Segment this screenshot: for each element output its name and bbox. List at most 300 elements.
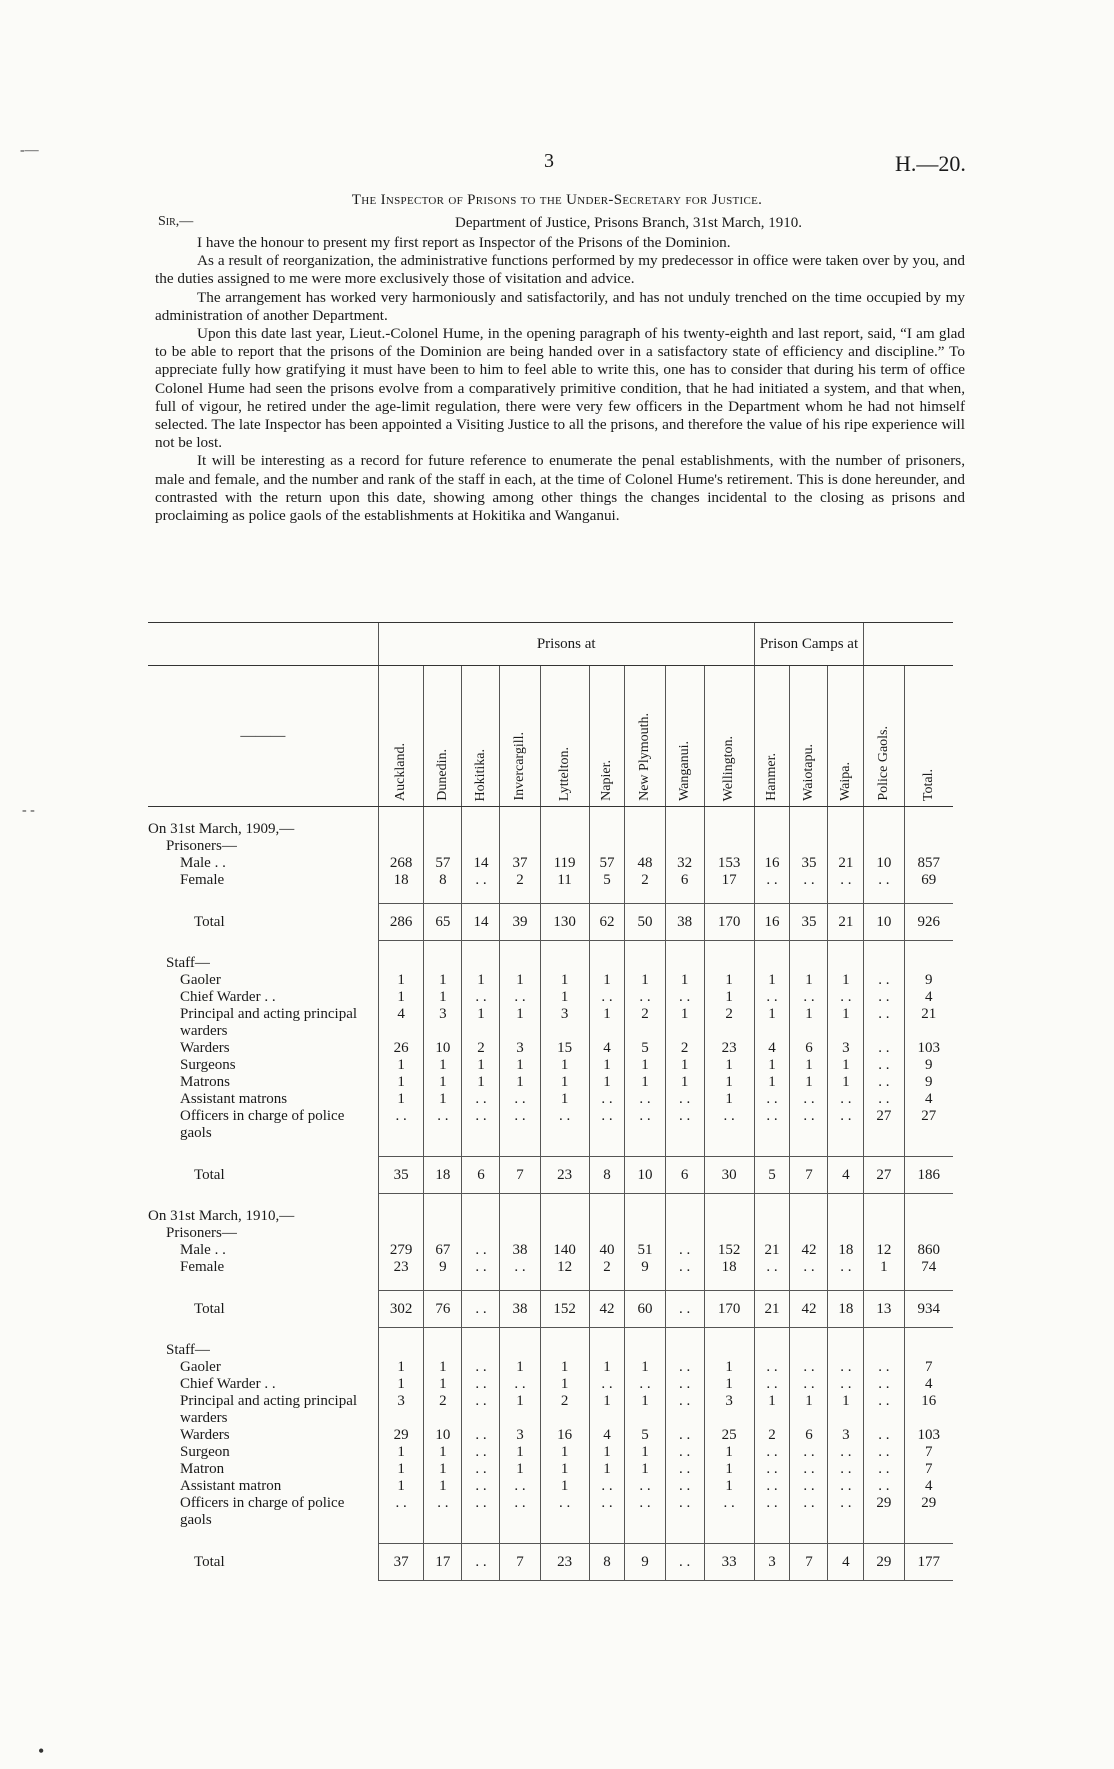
column-header-label: Waipa. bbox=[837, 762, 853, 801]
table-cell: . . bbox=[462, 1376, 500, 1393]
table-cell bbox=[589, 1276, 625, 1291]
dateline: Department of Justice, Prisons Branch, 31st March, 1910. bbox=[455, 215, 803, 231]
table-cell: . . bbox=[828, 1478, 864, 1495]
table-cell: 1 bbox=[589, 1393, 625, 1427]
table-cell bbox=[462, 1328, 500, 1343]
table-cell: 3 bbox=[828, 1427, 864, 1444]
table-cell: 1 bbox=[424, 1444, 462, 1461]
spacer-row bbox=[148, 1276, 953, 1291]
column-header bbox=[462, 666, 500, 807]
table-cell: 18 bbox=[704, 1259, 754, 1276]
table-cell bbox=[754, 1328, 790, 1343]
table-cell bbox=[625, 1194, 665, 1209]
table-cell: . . bbox=[828, 1091, 864, 1108]
column-header-label: Auckland. bbox=[393, 743, 409, 801]
table-cell: 1 bbox=[378, 1057, 424, 1074]
table-cell: 1 bbox=[665, 1006, 704, 1040]
table-cell: . . bbox=[864, 1478, 904, 1495]
table-cell: . . bbox=[589, 989, 625, 1006]
table-cell bbox=[500, 821, 540, 838]
table-cell bbox=[424, 838, 462, 855]
table-cell: 1 bbox=[828, 1074, 864, 1091]
table-group-header-row bbox=[148, 623, 953, 666]
table-cell: 9 bbox=[904, 1057, 953, 1074]
table-cell bbox=[754, 1342, 790, 1359]
table-cell: . . bbox=[462, 1478, 500, 1495]
table-cell bbox=[864, 941, 904, 956]
table-cell bbox=[500, 1142, 540, 1157]
spacer-row-label bbox=[148, 1142, 378, 1157]
table-cell: . . bbox=[828, 1444, 864, 1461]
table-cell bbox=[378, 1208, 424, 1225]
table-cell bbox=[462, 1276, 500, 1291]
prisoners-total-row bbox=[148, 904, 953, 941]
table-cell: 9 bbox=[625, 1259, 665, 1276]
table-cell: 1 bbox=[540, 1091, 589, 1108]
table-cell: 1 bbox=[589, 1359, 625, 1376]
table-cell: 1 bbox=[500, 1461, 540, 1478]
table-cell: . . bbox=[500, 1478, 540, 1495]
table-cell: 1 bbox=[828, 1393, 864, 1427]
table-cell bbox=[378, 1328, 424, 1343]
table-cell: . . bbox=[864, 1393, 904, 1427]
table-cell: 934 bbox=[904, 1291, 953, 1328]
table-cell bbox=[540, 1142, 589, 1157]
table-cell: 1 bbox=[378, 1461, 424, 1478]
table-cell: 1 bbox=[704, 1057, 754, 1074]
table-cell bbox=[790, 1142, 828, 1157]
group-header-camps: Prison Camps at bbox=[754, 623, 864, 666]
column-header bbox=[704, 666, 754, 807]
paragraph-3: The arrangement has worked very harmoniously and satisfactorily, and has not unduly trenched on the time occupied by my administration of another Department. bbox=[155, 288, 965, 324]
staff-row bbox=[148, 1376, 953, 1393]
table-cell bbox=[378, 821, 424, 838]
table-cell: 4 bbox=[904, 1478, 953, 1495]
table-cell bbox=[625, 1276, 665, 1291]
spacer-row-label bbox=[148, 1529, 378, 1544]
staff-heading-row bbox=[148, 1342, 953, 1359]
table-cell bbox=[665, 821, 704, 838]
table-cell: 4 bbox=[904, 1091, 953, 1108]
table-cell bbox=[904, 1529, 953, 1544]
table-cell: . . bbox=[625, 1091, 665, 1108]
staff-row-label: Gaoler bbox=[180, 972, 221, 988]
table-cell: . . bbox=[462, 1444, 500, 1461]
table-cell bbox=[904, 1328, 953, 1343]
table-cell: . . bbox=[864, 1040, 904, 1057]
table-cell: 65 bbox=[424, 904, 462, 941]
table-cell: 1 bbox=[704, 1091, 754, 1108]
table-body bbox=[148, 807, 953, 1581]
table-cell: 16 bbox=[540, 1427, 589, 1444]
table-cell bbox=[500, 838, 540, 855]
table-cell: 1 bbox=[704, 1359, 754, 1376]
table-cell: 7 bbox=[790, 1157, 828, 1194]
table-cell bbox=[540, 1208, 589, 1225]
table-cell: 1 bbox=[704, 1444, 754, 1461]
table-cell: . . bbox=[754, 1478, 790, 1495]
table-cell: . . bbox=[754, 1359, 790, 1376]
table-cell: 860 bbox=[904, 1242, 953, 1259]
table-cell: . . bbox=[665, 1444, 704, 1461]
table-cell: 29 bbox=[864, 1544, 904, 1581]
table-cell bbox=[589, 1342, 625, 1359]
prisoners-row bbox=[148, 855, 953, 872]
table-cell: . . bbox=[625, 1478, 665, 1495]
table-cell: 1 bbox=[704, 1461, 754, 1478]
table-cell bbox=[864, 1225, 904, 1242]
table-cell: 35 bbox=[378, 1157, 424, 1194]
table-cell: 1 bbox=[424, 989, 462, 1006]
table-cell: 11 bbox=[540, 872, 589, 889]
table-cell: 3 bbox=[754, 1544, 790, 1581]
table-cell: . . bbox=[462, 1091, 500, 1108]
section-heading-row-label: On 31st March, 1910,— bbox=[148, 1208, 295, 1224]
table-cell: 18 bbox=[828, 1291, 864, 1328]
table-cell bbox=[704, 1225, 754, 1242]
table-cell: 30 bbox=[704, 1157, 754, 1194]
table-cell: . . bbox=[864, 1006, 904, 1040]
table-cell: 153 bbox=[704, 855, 754, 872]
table-cell: 1 bbox=[790, 1074, 828, 1091]
table-cell: 10 bbox=[864, 855, 904, 872]
table-cell: . . bbox=[754, 1495, 790, 1529]
table-cell: 1 bbox=[665, 1057, 704, 1074]
table-cell: . . bbox=[462, 989, 500, 1006]
staff-row bbox=[148, 989, 953, 1006]
table-cell bbox=[754, 838, 790, 855]
staff-row-label: Assistant matrons bbox=[180, 1091, 288, 1107]
table-cell bbox=[828, 1194, 864, 1209]
table-cell: 14 bbox=[462, 855, 500, 872]
table-cell: 7 bbox=[904, 1359, 953, 1376]
table-cell: . . bbox=[462, 1108, 500, 1142]
prisoners-row-label: Female bbox=[180, 872, 225, 888]
column-header-label: Total. bbox=[920, 768, 936, 801]
prisoners-heading-row bbox=[148, 1225, 953, 1242]
table-cell: 23 bbox=[704, 1040, 754, 1057]
table-cell: 23 bbox=[540, 1157, 589, 1194]
table-cell bbox=[704, 1142, 754, 1157]
table-cell: 1 bbox=[462, 972, 500, 989]
table-cell bbox=[790, 807, 828, 822]
table-cell bbox=[540, 1194, 589, 1209]
table-cell: . . bbox=[500, 1108, 540, 1142]
prisoners-heading-row-label: Prisoners— bbox=[166, 1225, 237, 1241]
table-cell: 1 bbox=[500, 1057, 540, 1074]
report-body bbox=[155, 234, 965, 525]
table-cell: 2 bbox=[500, 872, 540, 889]
staff-row bbox=[148, 1461, 953, 1478]
staff-row-label: Surgeon bbox=[180, 1444, 230, 1460]
table-cell bbox=[625, 807, 665, 822]
margin-dot: • bbox=[38, 1741, 45, 1761]
table-cell: 25 bbox=[704, 1427, 754, 1444]
table-cell: 2 bbox=[424, 1393, 462, 1427]
table-cell bbox=[378, 889, 424, 904]
table-cell: 4 bbox=[589, 1040, 625, 1057]
table-cell bbox=[790, 1276, 828, 1291]
table-cell: 3 bbox=[378, 1393, 424, 1427]
table-cell: . . bbox=[864, 1057, 904, 1074]
staff-row bbox=[148, 1495, 953, 1529]
table-cell bbox=[828, 838, 864, 855]
table-cell: . . bbox=[665, 1478, 704, 1495]
table-cell bbox=[828, 807, 864, 822]
table-cell: 38 bbox=[500, 1291, 540, 1328]
table-cell bbox=[754, 1142, 790, 1157]
table-cell bbox=[904, 955, 953, 972]
table-cell bbox=[665, 941, 704, 956]
table-cell bbox=[754, 1276, 790, 1291]
table-cell bbox=[589, 821, 625, 838]
table-cell: . . bbox=[500, 1495, 540, 1529]
table-cell bbox=[828, 1529, 864, 1544]
table-cell: . . bbox=[864, 1427, 904, 1444]
table-cell: 37 bbox=[500, 855, 540, 872]
table-cell bbox=[424, 889, 462, 904]
table-cell bbox=[754, 889, 790, 904]
table-cell bbox=[704, 1529, 754, 1544]
table-cell: 1 bbox=[424, 1074, 462, 1091]
column-header-label: Waiotapu. bbox=[800, 744, 816, 801]
margin-mark-left: ‐ ‐ bbox=[22, 803, 35, 818]
report-heading: The Inspector of Prisons to the Under-Secretary for Justice. bbox=[351, 192, 763, 208]
table-cell: 74 bbox=[904, 1259, 953, 1276]
table-cell: 286 bbox=[378, 904, 424, 941]
table-cell bbox=[754, 807, 790, 822]
table-cell: 15 bbox=[540, 1040, 589, 1057]
table-cell bbox=[665, 1276, 704, 1291]
table-cell bbox=[378, 1194, 424, 1209]
table-cell: 1 bbox=[378, 1444, 424, 1461]
table-cell: . . bbox=[754, 1091, 790, 1108]
table-cell: 1 bbox=[540, 1461, 589, 1478]
table-cell: 1 bbox=[665, 972, 704, 989]
spacer-row bbox=[148, 1328, 953, 1343]
table-cell: 1 bbox=[424, 1359, 462, 1376]
table-cell: . . bbox=[462, 1359, 500, 1376]
staff-row bbox=[148, 1108, 953, 1142]
table-cell: . . bbox=[828, 872, 864, 889]
table-cell: 119 bbox=[540, 855, 589, 872]
staff-row-label: Matrons bbox=[180, 1074, 230, 1090]
spacer-row-label bbox=[148, 1328, 378, 1343]
table-cell: . . bbox=[424, 1495, 462, 1529]
table-cell: 1 bbox=[625, 1057, 665, 1074]
table-cell: 2 bbox=[665, 1040, 704, 1057]
table-cell bbox=[665, 889, 704, 904]
table-cell: . . bbox=[589, 1376, 625, 1393]
table-cell: . . bbox=[462, 1427, 500, 1444]
table-cell bbox=[625, 889, 665, 904]
table-cell bbox=[754, 1194, 790, 1209]
table-cell bbox=[378, 1276, 424, 1291]
table-cell: 29 bbox=[904, 1495, 953, 1529]
table-cell: 7 bbox=[500, 1544, 540, 1581]
table-cell: 1 bbox=[754, 1006, 790, 1040]
table-cell bbox=[864, 1142, 904, 1157]
staff-row bbox=[148, 1040, 953, 1057]
table-cell: 10 bbox=[625, 1157, 665, 1194]
table-cell: 1 bbox=[462, 1074, 500, 1091]
table-cell: . . bbox=[424, 1108, 462, 1142]
prisoners-total-row-label: Total bbox=[194, 913, 225, 930]
table-cell: 7 bbox=[500, 1157, 540, 1194]
column-header bbox=[378, 666, 424, 807]
column-header bbox=[754, 666, 790, 807]
table-cell: . . bbox=[462, 1242, 500, 1259]
table-cell bbox=[540, 1225, 589, 1242]
table-cell: 23 bbox=[540, 1544, 589, 1581]
table-cell: 1 bbox=[625, 1393, 665, 1427]
table-cell bbox=[790, 1529, 828, 1544]
table-cell: . . bbox=[462, 1461, 500, 1478]
table-cell bbox=[462, 1194, 500, 1209]
table-cell: 16 bbox=[754, 904, 790, 941]
table-cell: . . bbox=[828, 1376, 864, 1393]
table-cell: 1 bbox=[500, 1074, 540, 1091]
table-cell bbox=[828, 1342, 864, 1359]
table-cell bbox=[424, 1142, 462, 1157]
table-cell: 2 bbox=[625, 1006, 665, 1040]
table-cell: . . bbox=[790, 1376, 828, 1393]
staff-row-label: Officers in charge of police gaols bbox=[180, 1495, 345, 1528]
staff-row bbox=[148, 1444, 953, 1461]
table-cell: . . bbox=[625, 1108, 665, 1142]
table-cell: 1 bbox=[540, 1057, 589, 1074]
paragraph-2: As a result of reorganization, the administrative functions performed by my predecessor in office were taken over by you, and the duties assigned to me were more exclusively those of visitation and advice. bbox=[155, 252, 965, 288]
column-header bbox=[500, 666, 540, 807]
table-cell: . . bbox=[790, 989, 828, 1006]
table-cell: . . bbox=[864, 1461, 904, 1478]
table-cell: 10 bbox=[424, 1427, 462, 1444]
staff-row-label: Principal and acting principal warders bbox=[180, 1006, 358, 1039]
table-cell: 8 bbox=[589, 1544, 625, 1581]
staff-row bbox=[148, 1427, 953, 1444]
table-cell bbox=[589, 941, 625, 956]
column-header bbox=[790, 666, 828, 807]
table-cell: 1 bbox=[378, 989, 424, 1006]
table-cell: 130 bbox=[540, 904, 589, 941]
table-cell: . . bbox=[754, 1444, 790, 1461]
table-cell: 32 bbox=[665, 855, 704, 872]
staff-total-row-label: Total bbox=[194, 1553, 225, 1570]
prisoners-heading-row bbox=[148, 838, 953, 855]
group-header-prisons: Prisons at bbox=[378, 623, 754, 666]
table-cell bbox=[864, 838, 904, 855]
table-cell: . . bbox=[828, 1461, 864, 1478]
staff-heading-row bbox=[148, 955, 953, 972]
table-cell bbox=[754, 821, 790, 838]
table-cell bbox=[790, 941, 828, 956]
table-cell: 1 bbox=[540, 1444, 589, 1461]
table-cell bbox=[828, 1225, 864, 1242]
salutation: Sir,— bbox=[158, 214, 194, 229]
table-cell bbox=[625, 1208, 665, 1225]
table-cell: 10 bbox=[424, 1040, 462, 1057]
table-cell bbox=[704, 1208, 754, 1225]
table-cell bbox=[704, 955, 754, 972]
table-cell: . . bbox=[462, 1495, 500, 1529]
table-cell: . . bbox=[665, 1393, 704, 1427]
table-cell: 1 bbox=[378, 1478, 424, 1495]
staff-row-label: Chief Warder . . bbox=[180, 1376, 276, 1392]
table-cell: 8 bbox=[424, 872, 462, 889]
paragraph-5: It will be interesting as a record for future reference to enumerate the penal establishments, with the number of prisoners, male and female, and the number and rank of the staff in each, at the time of Colonel Hume's retirement. This is done hereunder, and contrasted with the return upon this date, showing among other things the changes incidental to the closing as prisons and proclaiming as police gaols of the establishments at Hokitika and Wanganui. bbox=[155, 452, 965, 525]
table-cell bbox=[424, 1194, 462, 1209]
table-cell: 10 bbox=[864, 904, 904, 941]
table-cell bbox=[864, 1208, 904, 1225]
table-cell: 1 bbox=[704, 972, 754, 989]
staff-row bbox=[148, 1393, 953, 1427]
table-cell: 27 bbox=[864, 1157, 904, 1194]
table-cell bbox=[665, 1529, 704, 1544]
table-cell: 42 bbox=[790, 1242, 828, 1259]
table-cell: . . bbox=[790, 872, 828, 889]
staff-row-label: Officers in charge of police gaols bbox=[180, 1108, 345, 1141]
margin-mark-top: ‐— bbox=[20, 143, 39, 158]
table-cell: 23 bbox=[378, 1259, 424, 1276]
table-cell: 1 bbox=[540, 1376, 589, 1393]
table-cell: 8 bbox=[589, 1157, 625, 1194]
table-cell: 1 bbox=[790, 1393, 828, 1427]
table-cell: . . bbox=[754, 989, 790, 1006]
table-cell: . . bbox=[665, 1376, 704, 1393]
table-cell: . . bbox=[625, 989, 665, 1006]
prisoners-row bbox=[148, 1242, 953, 1259]
table-cell: . . bbox=[864, 1359, 904, 1376]
table-cell: 1 bbox=[500, 1006, 540, 1040]
table-cell: 39 bbox=[500, 904, 540, 941]
table-cell: 1 bbox=[790, 972, 828, 989]
table-cell: 152 bbox=[540, 1291, 589, 1328]
table-cell bbox=[904, 1208, 953, 1225]
table-cell bbox=[904, 941, 953, 956]
staff-total-row-label: Total bbox=[194, 1166, 225, 1183]
table-cell bbox=[665, 838, 704, 855]
table-cell: 3 bbox=[500, 1427, 540, 1444]
table-cell: 1 bbox=[540, 972, 589, 989]
table-cell: . . bbox=[790, 1461, 828, 1478]
table-cell: 62 bbox=[589, 904, 625, 941]
column-header bbox=[828, 666, 864, 807]
table-cell: 1 bbox=[500, 972, 540, 989]
table-cell: 1 bbox=[625, 1444, 665, 1461]
staff-row bbox=[148, 972, 953, 989]
table-cell: 4 bbox=[828, 1157, 864, 1194]
table-cell: 1 bbox=[589, 1444, 625, 1461]
table-cell: 926 bbox=[904, 904, 953, 941]
table-cell: 1 bbox=[704, 1376, 754, 1393]
table-cell: 48 bbox=[625, 855, 665, 872]
table-cell: 18 bbox=[828, 1242, 864, 1259]
table-cell: 21 bbox=[828, 855, 864, 872]
spacer-row bbox=[148, 1194, 953, 1209]
table-cell bbox=[378, 1225, 424, 1242]
prisoners-row-label: Female bbox=[180, 1259, 225, 1275]
table-cell: 1 bbox=[462, 1057, 500, 1074]
table-cell bbox=[424, 1529, 462, 1544]
column-header-label: Hokitika. bbox=[472, 748, 488, 801]
table-cell bbox=[500, 1342, 540, 1359]
table-cell bbox=[424, 821, 462, 838]
table-cell bbox=[790, 955, 828, 972]
table-cell: . . bbox=[665, 1108, 704, 1142]
column-header-label: Dunedin. bbox=[434, 749, 450, 801]
table-cell: 6 bbox=[790, 1040, 828, 1057]
stub-header bbox=[148, 666, 378, 807]
